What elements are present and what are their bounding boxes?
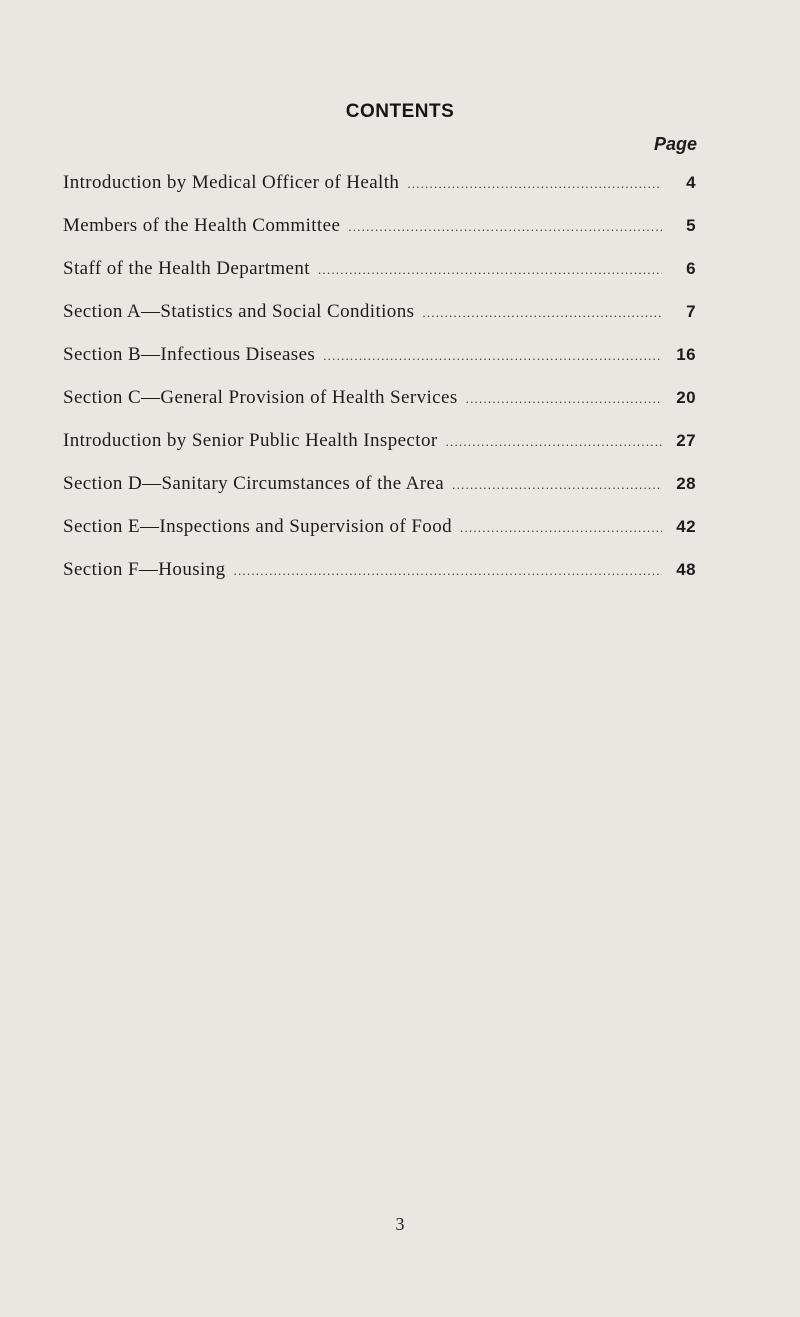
toc-entry[interactable] xyxy=(63,301,696,344)
toc-entry-page: 20 xyxy=(676,388,696,407)
toc-entry-title: Section B—Infectious Diseases xyxy=(63,344,316,365)
toc-entry-page: 7 xyxy=(686,302,696,321)
toc-entry[interactable] xyxy=(63,215,696,258)
toc-entry-page: 6 xyxy=(686,259,696,278)
toc-entry[interactable] xyxy=(63,473,696,516)
toc-entry[interactable] xyxy=(63,559,696,602)
toc-entry[interactable] xyxy=(63,258,696,301)
dot-leader xyxy=(318,262,662,278)
dot-leader xyxy=(422,305,662,321)
toc-entry[interactable] xyxy=(63,387,696,430)
page-heading: CONTENTS xyxy=(345,101,455,122)
dot-leader xyxy=(407,176,662,192)
toc-entry-page: 5 xyxy=(686,216,696,235)
toc-entry-title: Members of the Health Committee xyxy=(63,215,341,236)
toc-entry-page: 4 xyxy=(686,173,696,192)
dot-leader xyxy=(460,520,662,536)
dot-leader xyxy=(466,391,662,407)
toc-entry-title: Section E—Inspections and Supervision of Food xyxy=(63,516,452,537)
toc-entry-title: Introduction by Senior Public Health Inspector xyxy=(63,430,438,451)
toc-entry[interactable] xyxy=(63,430,696,473)
toc-entry-title: Section A—Statistics and Social Conditions xyxy=(63,301,415,322)
dot-leader xyxy=(446,434,662,450)
dot-leader xyxy=(348,219,662,235)
toc-entry-title: Section C—General Provision of Health Services xyxy=(63,387,458,408)
toc-entry-title: Introduction by Medical Officer of Health xyxy=(63,172,400,193)
toc-entry-page: 42 xyxy=(676,517,696,536)
toc-entry-page: 48 xyxy=(676,560,696,579)
page-number: 3 xyxy=(395,1214,405,1234)
page-column-label: Page xyxy=(653,134,697,154)
toc-entry-title: Staff of the Health Department xyxy=(63,258,310,279)
dot-leader xyxy=(452,477,662,493)
toc-entry[interactable] xyxy=(63,516,696,559)
toc-entry-page: 28 xyxy=(676,474,696,493)
dot-leader xyxy=(323,348,662,364)
dot-leader xyxy=(234,563,662,579)
table-of-contents xyxy=(63,172,696,602)
toc-entry[interactable] xyxy=(63,344,696,387)
toc-entry[interactable] xyxy=(63,172,696,215)
toc-entry-title: Section F—Housing xyxy=(63,559,226,580)
toc-entry-page: 27 xyxy=(676,431,696,450)
toc-entry-page: 16 xyxy=(676,345,696,364)
toc-entry-title: Section D—Sanitary Circumstances of the Area xyxy=(63,473,445,494)
